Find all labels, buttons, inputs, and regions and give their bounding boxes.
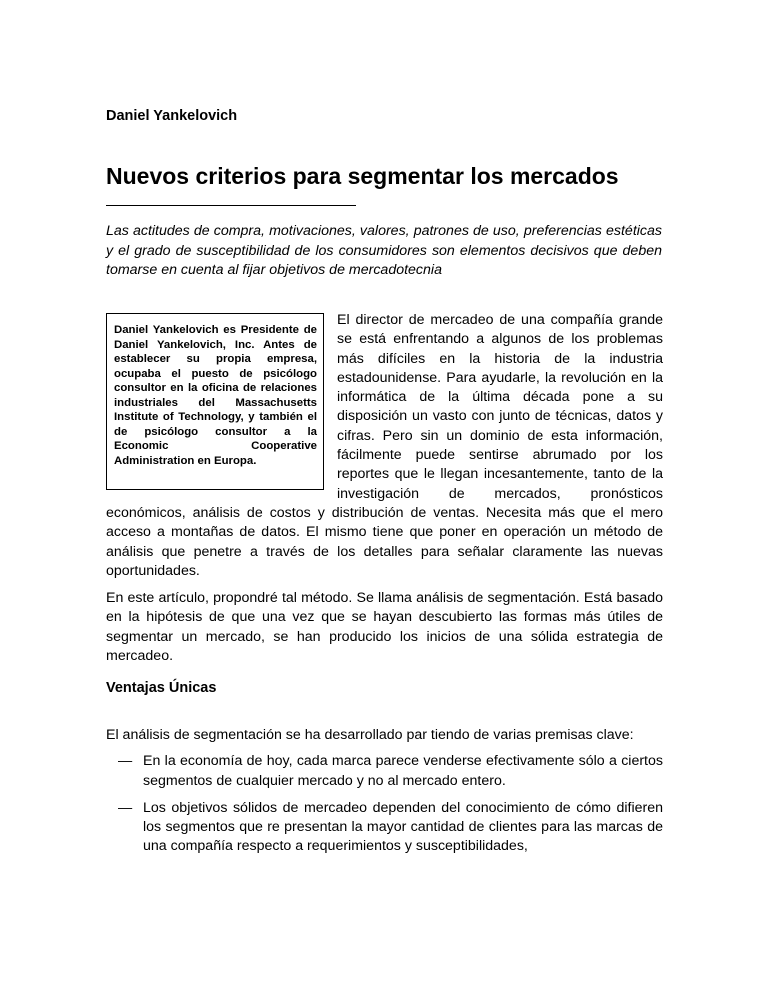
abstract: Las actitudes de compra, motivaciones, valores, patrones de uso, preferencias estéticas y el grado de susceptibilidad de los consumidores son elementos decisivos que deben tomarse en cuenta al fijar objetivos de mercadotecnia <box>106 223 662 279</box>
section-intro: El análisis de segmentación se ha desarrollado par tiendo de varias premisas clave: <box>106 727 634 743</box>
premises-list <box>106 752 663 856</box>
dash-bullet: — <box>118 753 133 770</box>
article-title: Nuevos criterios para segmentar los mercados <box>106 163 619 189</box>
author-bio-box: Daniel Yankelovich es Presidente de Daniel Yankelovich, Inc. Antes de establecer su propia empresa, ocupaba el puesto de psicólogo consultor en la oficina de relaciones industriales del Massachusetts Institute of Technology, y también el de psicólogo consultor a la Economic Cooperative Administration en Europa. <box>106 313 324 490</box>
list-item-text: En la economía de hoy, cada marca parece venderse efectivamente sólo a ciertos segmentos de cualquier mercado y no al mercado entero. <box>143 753 663 789</box>
paragraph: En este artículo, propondré tal método. Se llama análisis de segmentación. Está basado en la hipótesis de que una vez que se hayan descubierto las formas más útiles de segmentar un mercado, se han producido los inicios de una sólida estrategia de mercadeo. <box>106 590 663 665</box>
section-heading: Ventajas Únicas <box>106 680 217 696</box>
section-body <box>106 726 663 865</box>
list-item <box>106 799 663 857</box>
title-underline <box>106 205 356 206</box>
list-item-text: Los objetivos sólidos de mercadeo dependen del conocimiento de cómo difieren los segmentos que re presentan la mayor cantidad de clientes para las marcas de una compañía respecto a requerimientos y susceptibilidades, <box>143 799 663 855</box>
author-name: Daniel Yankelovich <box>106 108 238 124</box>
dash-bullet: — <box>118 799 133 816</box>
paragraph: El director de mercadeo de una compañía grande se está enfrentando a algunos de los problemas más difíciles en la historia de la industria estadounidense. Para ayudarle, la revolución en la informática de la última década pone a su disposición un vasto con junto de técnicas, datos y cifras. Pero sin un dominio de esta información, fácilmente puede sentirse abrumado por los reportes que le llegan incesantemente, tanto de la investigación de mercados, pronósticos económicos, análisis de costos y distribución de ventas. Necesita más que el mero acceso a montañas de datos. El mismo tiene que poner en operación un método de análisis que penetre a través de los detalles para señalar claramente las nuevas oportunidades. <box>106 312 663 579</box>
article-body <box>106 311 663 674</box>
list-item <box>106 752 663 791</box>
